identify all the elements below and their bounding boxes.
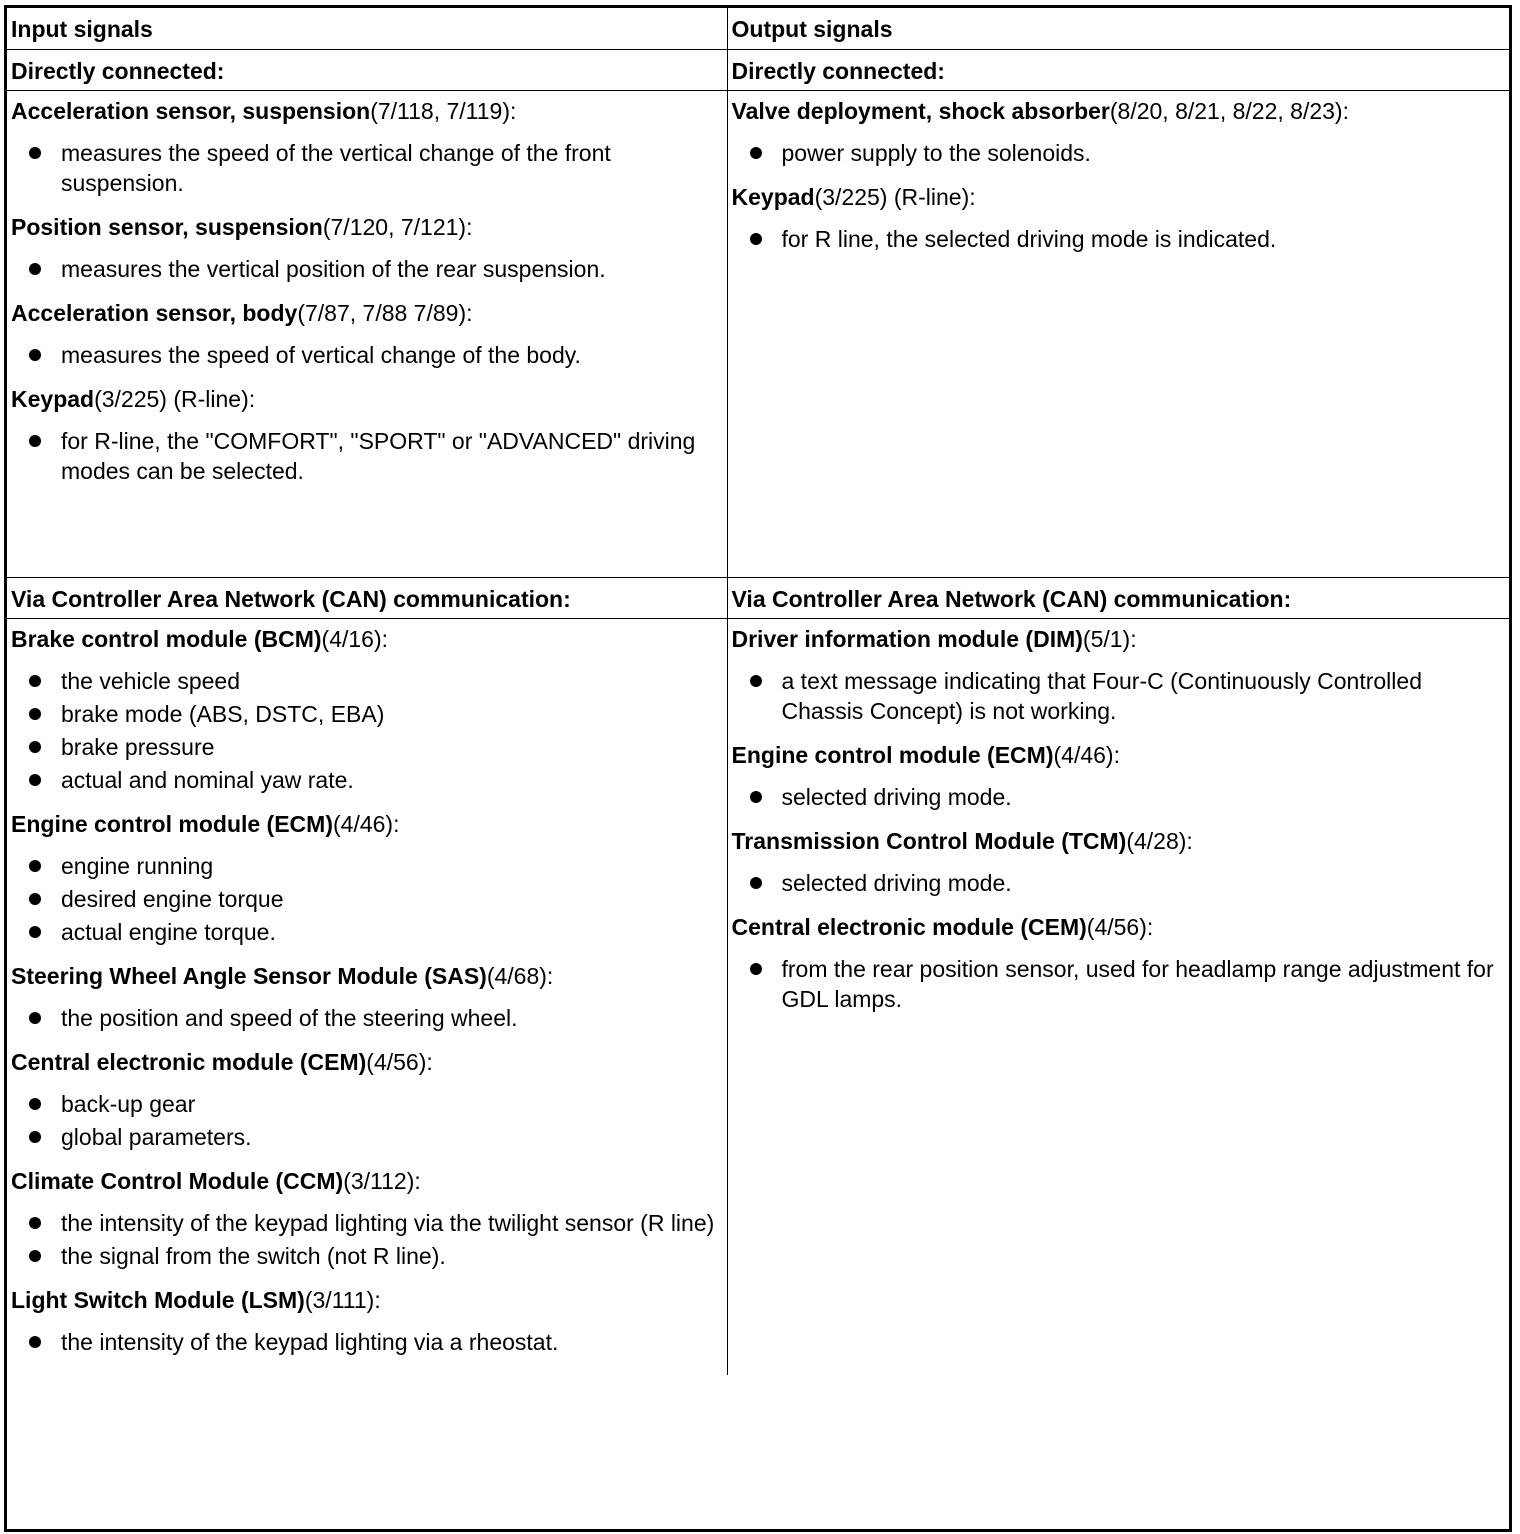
signals-table-frame (4, 5, 1512, 1532)
signal-bullet: selected driving mode. (732, 868, 1506, 898)
signal-ref: (3/225) (R-line): (814, 183, 976, 210)
signal-bullet: the intensity of the keypad lighting via a rheostat. (11, 1327, 723, 1357)
signal-name: Brake control module (BCM) (11, 625, 322, 652)
signal-title (11, 961, 723, 991)
signal-title (11, 212, 723, 242)
can-input-cell (7, 618, 727, 1375)
signals-table (7, 8, 1509, 1375)
signal-ref: (4/46): (333, 810, 400, 837)
signal-bullet: global parameters. (11, 1122, 723, 1152)
signal-bullet-list (11, 1327, 723, 1357)
signal-bullet-list (732, 224, 1506, 254)
signal-title (732, 826, 1506, 856)
signal-bullet-list (11, 340, 723, 370)
signal-bullet-list (11, 254, 723, 284)
direct-section-row (7, 49, 1509, 90)
signal-bullet-list (732, 666, 1506, 726)
signal-title (11, 1285, 723, 1315)
signal-bullet: the intensity of the keypad lighting via the twilight sensor (R line) (11, 1208, 723, 1238)
signal-bullet: for R line, the selected driving mode is indicated. (732, 224, 1506, 254)
signal-bullet: desired engine torque (11, 884, 723, 914)
signal-name: Transmission Control Module (TCM) (731, 827, 1127, 854)
output-signals-header: Output signals (727, 8, 1509, 49)
signal-ref: (3/112): (343, 1167, 421, 1194)
signal-bullet: the signal from the switch (not R line). (11, 1241, 723, 1271)
signal-title (11, 809, 723, 839)
signal-ref: (4/28): (1126, 827, 1193, 854)
signal-bullet-list (732, 782, 1506, 812)
signal-name: Central electronic module (CEM) (11, 1048, 367, 1075)
signal-ref: (4/56): (1086, 913, 1154, 940)
signal-ref: (4/46): (1053, 741, 1120, 768)
signal-ref: (7/118, 7/119): (370, 97, 517, 124)
signal-ref: (4/56): (366, 1048, 433, 1075)
signal-bullet: brake mode (ABS, DSTC, EBA) (11, 699, 723, 729)
header-row (7, 8, 1509, 49)
direct-input-cell (7, 90, 727, 577)
signal-bullet-list (732, 954, 1506, 1014)
signal-bullet-list (11, 851, 723, 947)
signal-name: Acceleration sensor, body (11, 299, 298, 326)
signal-title (11, 96, 723, 126)
signal-ref: (4/68): (486, 962, 554, 989)
signal-title (11, 1047, 723, 1077)
signal-bullet: power supply to the solenoids. (732, 138, 1506, 168)
signal-bullet-list (11, 666, 723, 795)
signal-title (732, 624, 1506, 654)
signal-bullet: brake pressure (11, 732, 723, 762)
signal-bullet-list (11, 138, 723, 198)
signal-title (11, 298, 723, 328)
signal-name: Light Switch Module (LSM) (11, 1286, 305, 1313)
signal-title (732, 912, 1506, 942)
can-content-row (7, 618, 1509, 1375)
can-section-row (7, 577, 1509, 618)
can-output-label: Via Controller Area Network (CAN) communication: (727, 577, 1509, 618)
signal-ref: (5/1): (1082, 625, 1137, 652)
signal-ref: (4/16): (321, 625, 389, 652)
signal-name: Steering Wheel Angle Sensor Module (SAS) (11, 962, 487, 989)
can-input-label: Via Controller Area Network (CAN) communication: (7, 577, 727, 618)
signal-bullet: actual engine torque. (11, 917, 723, 947)
can-output-cell (727, 618, 1509, 1375)
signal-title (11, 384, 723, 414)
signal-title (732, 182, 1506, 212)
signal-name: Valve deployment, shock absorber (731, 97, 1110, 124)
signal-name: Acceleration sensor, suspension (11, 97, 371, 124)
signal-bullet: from the rear position sensor, used for headlamp range adjustment for GDL lamps. (732, 954, 1506, 1014)
signal-ref: (3/111): (304, 1286, 381, 1313)
signal-name: Climate Control Module (CCM) (11, 1167, 344, 1194)
direct-content-row (7, 90, 1509, 577)
signal-name: Keypad (11, 385, 95, 412)
signal-bullet: measures the speed of the vertical change of the front suspension. (11, 138, 723, 198)
signal-bullet: the position and speed of the steering wheel. (11, 1003, 723, 1033)
signal-bullet-list (11, 426, 723, 486)
direct-input-label: Directly connected: (7, 49, 727, 90)
signal-bullet-list (11, 1003, 723, 1033)
signal-bullet-list (11, 1208, 723, 1271)
signal-name: Driver information module (DIM) (731, 625, 1083, 652)
signal-ref: (7/87, 7/88 7/89): (297, 299, 473, 326)
signal-name: Position sensor, suspension (11, 213, 323, 240)
signal-bullet-list (11, 1089, 723, 1152)
signal-bullet: a text message indicating that Four-C (Continuously Controlled Chassis Concept) is not working. (732, 666, 1506, 726)
signal-title (11, 624, 723, 654)
signal-name: Keypad (731, 183, 815, 210)
direct-output-cell (727, 90, 1509, 577)
signal-title (11, 1166, 723, 1196)
direct-output-label: Directly connected: (727, 49, 1509, 90)
signal-bullet-list (732, 138, 1506, 168)
signal-ref: (7/120, 7/121): (322, 213, 473, 240)
signal-title (732, 96, 1506, 126)
signal-bullet: actual and nominal yaw rate. (11, 765, 723, 795)
input-signals-header: Input signals (7, 8, 727, 49)
signal-title (732, 740, 1506, 770)
signal-bullet: measures the vertical position of the rear suspension. (11, 254, 723, 284)
signal-bullet: the vehicle speed (11, 666, 723, 696)
signal-bullet: engine running (11, 851, 723, 881)
signal-name: Central electronic module (CEM) (731, 913, 1087, 940)
signal-bullet: selected driving mode. (732, 782, 1506, 812)
signal-bullet: measures the speed of vertical change of the body. (11, 340, 723, 370)
signal-name: Engine control module (ECM) (731, 741, 1054, 768)
signal-bullet: back-up gear (11, 1089, 723, 1119)
signal-bullet-list (732, 868, 1506, 898)
signal-ref: (3/225) (R-line): (94, 385, 256, 412)
signal-name: Engine control module (ECM) (11, 810, 333, 837)
signal-ref: (8/20, 8/21, 8/22, 8/23): (1109, 97, 1349, 124)
signal-bullet: for R-line, the "COMFORT", "SPORT" or "ADVANCED" driving modes can be selected. (11, 426, 723, 486)
